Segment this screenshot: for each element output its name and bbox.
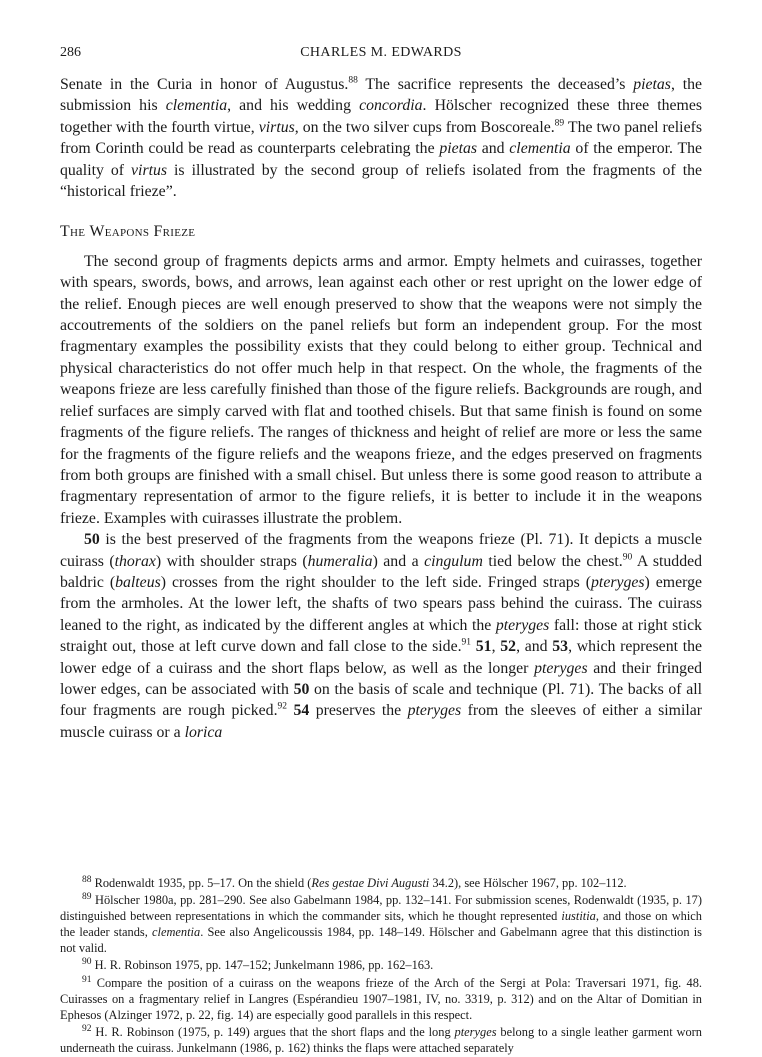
footnote-90: $^{90}$ H. R. Robinson 1975, pp. 147–152; Junkelmann 1986, pp. 162–163. bbox=[82, 957, 434, 973]
section-heading: The Weapons Frieze bbox=[60, 223, 196, 241]
footnote-92: $^{92}$ H. R. Robinson (1975, p. 149) argues that the short flaps and the long pteryges belong to a single leather garment worn underneath the cuirass. Junkelmann (1986, p. 162) thinks the flaps were attached separately bbox=[60, 1023, 702, 1055]
footnote-ref-91[interactable]: 91 bbox=[461, 637, 472, 648]
running-head: CHARLES M. EDWARDS bbox=[300, 45, 462, 60]
paragraph-3: 50 is the best preserved of the fragments from the weapons frieze (Pl. 71). It depicts a muscle cuirass (thorax) with shoulder straps (humeralia) and a cingulum tied below the chest.$^{90}$ A studded baldric (balteus) crosses from the right shoulder to the left side. Fringed straps (pteryges) emerge from the armholes. At the lower left, the shafts of two spears pass behind the cuirass. The cuirass leaned to the right, as indicated by the different angles at which the pteryges fall: those at right stick straight out, those at left curve down and fall close to the side.$^{91}$ 51, 52, and 53, which represent the lower edge of a cuirass and the short flaps below, as well as the longer pteryges and their fringed lower edges, can be associated with 50 on the basis of scale and technique (Pl. 71). The backs of all four fragments are rough picked.$^{92}$ 54 preserves the pteryges from the sleeves of either a similar muscle cuirass or a lorica bbox=[60, 531, 703, 741]
page-header bbox=[60, 45, 702, 65]
footnote-ref-92[interactable]: 92 bbox=[277, 702, 288, 713]
paragraph-1: Senate in the Curia in honor of Augustus.$^{88}$ The sacrifice represents the deceased’s pietas, the submission his clementia, and his wedding concordia. Hölscher recognized these three themes together with the fourth virtue, virtus, on the two silver cups from Boscoreale.$^{89}$ The two panel reliefs from Corinth could be read as counterparts celebrating the pietas and clementia of the emperor. The quality of virtus is illustrated by the second group of reliefs isolated from the fragments of the “historical frieze”. bbox=[60, 75, 702, 201]
paragraph-2: The second group of fragments depicts arms and armor. Empty helmets and cuirasses, together with spears, swords, bows, and arrows, lean against each other or rest upright on the lower edge of the relief. Enough pieces are well enough preserved to show that the weapons were not simply the accoutrements of the soldiers on the panel reliefs but form an independent group. For the most fragmentary examples the possibility exists that they could belong to either group. Technical and physical characteristics do not offer much help in that respect. On the whole, the fragments of the weapons frieze are less carefully finished than those of the figure reliefs. Backgrounds are rough, and relief surfaces are simply carved with flat and toothed chisels. But that same finish is found on some fragments of the figure reliefs. The ranges of thickness and height of relief are more or less the same for the fragments of the figure reliefs and the weapons frieze, and the edges preserved on fragments from both groups are finished with a small chisel. But unless there is some good reason to attribute a fragmentary representation of armor to the figure reliefs, it is better to include it in the weapons frieze. Examples with cuirasses illustrate the problem. bbox=[60, 252, 702, 527]
footnote-ref-90[interactable]: 90 bbox=[622, 552, 633, 563]
footnote-91: $^{91}$ Compare the position of a cuirass on the weapons frieze of the Arch of the Sergi at Pola: Traversari 1971, fig. 48. Cuirasses on a fragmentary relief in Langres (Espérandieu 1907–1981, IV, no. 3319, p. 312) and on the Altar of Domitian in Ephesos (Alzinger 1972, p. 22, fig. 14) are especially good parallels in this respect. bbox=[60, 974, 702, 1022]
footnotes bbox=[60, 875, 702, 1057]
page-number: 286 bbox=[60, 45, 81, 60]
footnote-89: $^{89}$ Hölscher 1980a, pp. 281–290. See also Gabelmann 1984, pp. 132–141. For submission scenes, Rodenwaldt (1935, p. 17) distinguished between representations in which the commander sits, which he thought represented iustitia, and those on which the leader stands, clementia. See also Angelicoussis 1984, pp. 148–149. Hölscher and Gabelmann agree that this distinction is not valid. bbox=[60, 891, 702, 956]
body-text bbox=[60, 74, 702, 743]
footnote-88: $^{88}$ Rodenwaldt 1935, pp. 5–17. On the shield (Res gestae Divi Augusti 34.2), see Hölscher 1967, pp. 102–112. bbox=[82, 874, 627, 890]
footnote-ref-88[interactable]: 88 bbox=[348, 75, 358, 86]
footnote-ref-89[interactable]: 89 bbox=[554, 118, 565, 129]
